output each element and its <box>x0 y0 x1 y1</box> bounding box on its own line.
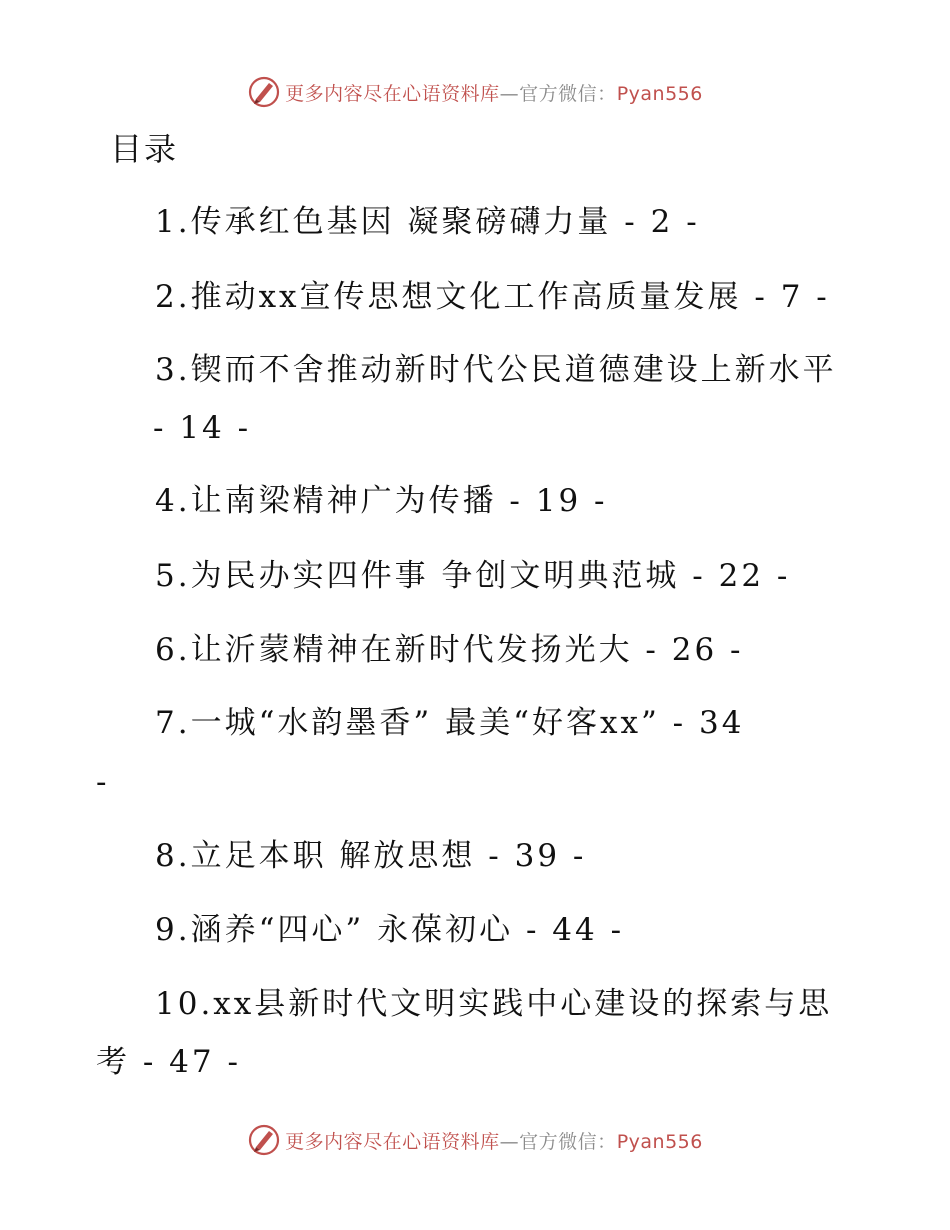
toc-entry-8[interactable]: 8.立足本职 解放思想 - 39 - <box>155 838 587 874</box>
watermark-official-label: 官方微信： <box>519 1130 617 1153</box>
toc-entry-9[interactable]: 9.涵养“四心” 永葆初心 - 44 - <box>155 912 625 948</box>
watermark-separator: — <box>499 1130 520 1153</box>
toc-title: 目录 <box>110 130 179 168</box>
watermark-official-label: 官方微信： <box>519 82 617 105</box>
toc-entry-10[interactable]: 10.xx县新时代文明实践中心建设的探索与思 <box>155 986 833 1022</box>
toc-entry-7[interactable]: 7.一城“水韵墨香” 最美“好客xx” - 34 <box>155 705 745 741</box>
toc-entry-2[interactable]: 2.推动xx宣传思想文化工作高质量发展 - 7 - <box>155 279 830 315</box>
toc-entry-10-continued[interactable]: 考 - 47 - <box>96 1044 241 1080</box>
toc-entry-6[interactable]: 6.让沂蒙精神在新时代发扬光大 - 26 - <box>155 632 744 668</box>
toc-entry-7-continued[interactable]: - <box>96 764 110 800</box>
toc-entry-1[interactable]: 1.传承红色基因 凝聚磅礴力量 - 2 - <box>155 204 700 240</box>
watermark-text <box>285 1127 703 1154</box>
pen-logo-icon <box>247 1123 281 1157</box>
toc-entry-5[interactable]: 5.为民办实四件事 争创文明典范城 - 22 - <box>155 558 791 594</box>
watermark-text <box>285 79 703 106</box>
toc-entry-4[interactable]: 4.让南梁精神广为传播 - 19 - <box>155 483 608 519</box>
watermark-separator: — <box>499 82 520 105</box>
toc-entry-3-continued[interactable]: - 14 - <box>153 410 252 446</box>
watermark-brand: 更多内容尽在心语资料库 <box>285 1130 500 1153</box>
watermark-header <box>0 72 950 112</box>
watermark-footer <box>0 1120 950 1160</box>
watermark-wechat-id: Pyan556 <box>616 1130 703 1153</box>
toc-entry-3[interactable]: 3.锲而不舍推动新时代公民道德建设上新水平 <box>155 352 837 388</box>
watermark-wechat-id: Pyan556 <box>616 82 703 105</box>
pen-logo-icon <box>247 75 281 109</box>
watermark-brand: 更多内容尽在心语资料库 <box>285 82 500 105</box>
